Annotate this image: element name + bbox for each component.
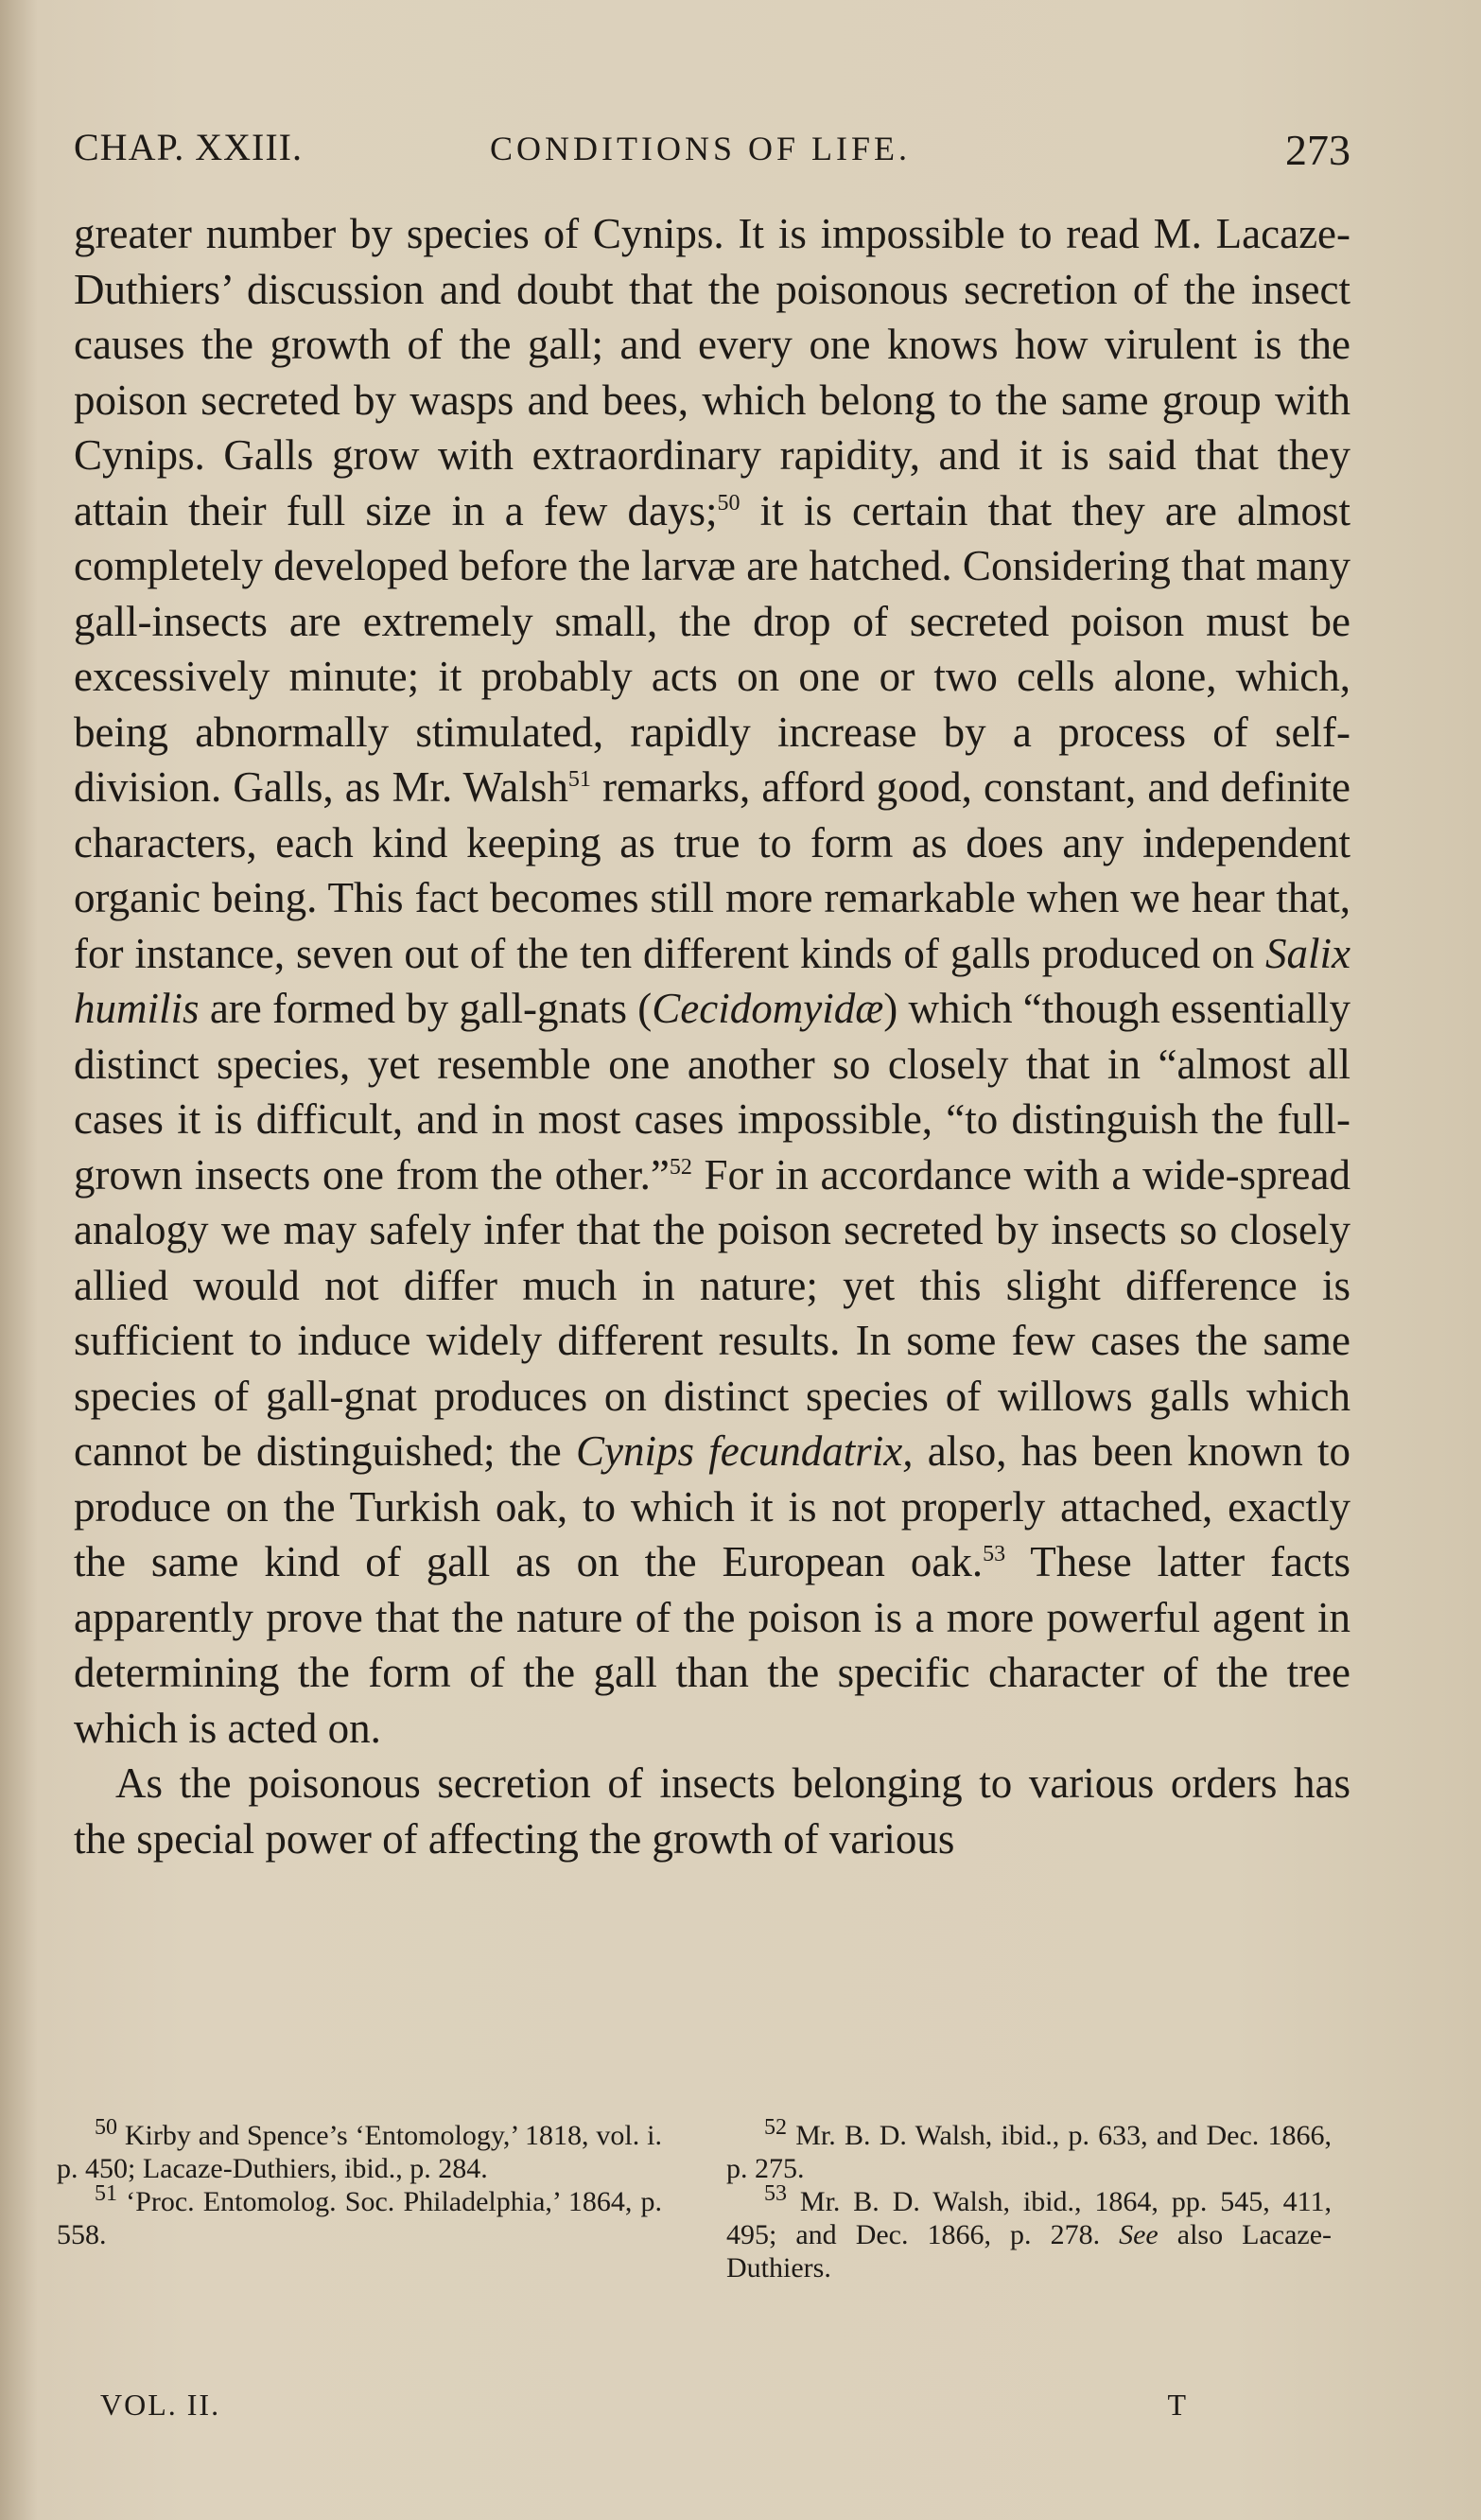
paragraph-2: As the poisonous secretion of insects belonging to various orders has the special power of affecting the growth of various bbox=[74, 1759, 1350, 1863]
italic-cynips-fecundatrix: Cynips fecundatrix, bbox=[576, 1427, 914, 1475]
running-title: CONDITIONS OF LIFE. bbox=[490, 130, 911, 167]
footnote-52 bbox=[726, 2115, 1332, 2185]
footnote-number: 52 bbox=[764, 2115, 787, 2140]
footnote-ref-50: 50 bbox=[717, 490, 740, 516]
text-run: ) which “though essentially distinct species, yet resemble one another so closely that in “almost all cases it is difficult, and in most cases impossible, “to distinguish the full-grown insects one from the other.” bbox=[74, 985, 1350, 1199]
footnote-ref-51: 51 bbox=[567, 767, 591, 792]
footnote-text: also Lacaze-Duthiers. bbox=[726, 2219, 1333, 2284]
footnote-ref-53: 53 bbox=[983, 1542, 1006, 1566]
paragraph-1 bbox=[74, 206, 1350, 1756]
footnote-text: Mr. B. D. Walsh, ibid., 1864, pp. 545, 411, 495; and Dec. 1866, p. 278. bbox=[726, 2186, 1332, 2250]
body-text bbox=[74, 206, 1350, 1866]
footnote-column-left bbox=[57, 2115, 662, 2251]
running-header bbox=[74, 125, 1350, 182]
text-run: also, has been known to produce on the Turkish oak, to which it is not properly attached, exactly the same kind of gall as on the European oak. bbox=[74, 1427, 1350, 1585]
text-run: These latter facts apparently prove that the nature of the poison is a more powerful agent in determining the form of the gall than the specific character of the tree which is acted on. bbox=[74, 1538, 1350, 1752]
text-run: For in accordance with a wide-spread analogy we may safely infer that the poison secreted by insects so closely allied would not differ much in nature; yet this slight difference is sufficient to induce widely different results. In some few cases the same species of gall-gnat produces on distinct species of willows galls which cannot be distinguished; the bbox=[74, 1150, 1350, 1475]
footnote-text: Kirby and Spence’s ‘Entomology,’ 1818, vol. i. p. 450; Lacaze-Duthiers, ibid., p. 284. bbox=[57, 2120, 662, 2184]
footnote-italic-see: See bbox=[1119, 2219, 1159, 2250]
footnote-53 bbox=[726, 2181, 1333, 2284]
footnote-50 bbox=[57, 2115, 662, 2185]
text-run: are formed by gall-gnats ( bbox=[199, 985, 653, 1032]
italic-salix-humilis: Salix humilis bbox=[74, 929, 1350, 1032]
footnote-number: 53 bbox=[764, 2181, 787, 2206]
footnote-ref-52: 52 bbox=[669, 1154, 692, 1180]
page-number: 273 bbox=[1285, 126, 1350, 174]
signature-mark: T bbox=[1167, 2388, 1188, 2422]
italic-cecidomyidae: Cecidomyidæ bbox=[652, 985, 884, 1032]
footnote-51 bbox=[57, 2181, 662, 2251]
footnote-text: ‘Proc. Entomolog. Soc. Philadelphia,’ 1864, p. 558. bbox=[57, 2186, 662, 2250]
page-footer bbox=[100, 2388, 1188, 2425]
chapter-label: CHAP. XXIII. bbox=[74, 126, 303, 168]
footnote-number: 51 bbox=[95, 2181, 117, 2206]
footnote-text: Mr. B. D. Walsh, ibid., p. 633, and Dec. 1866, p. 275. bbox=[726, 2120, 1332, 2184]
footnote-number: 50 bbox=[95, 2115, 117, 2140]
text-run: remarks, afford good, constant, and definite characters, each kind keeping as true to form as does any independent organic being. This fact becomes still more remarkable when we hear that, for instance, seven out of the ten different kinds of galls produced on bbox=[74, 763, 1350, 977]
volume-label: VOL. II. bbox=[100, 2388, 221, 2422]
footnote-column-right bbox=[726, 2115, 1333, 2284]
text-run: it is certain that they are almost completely developed before the larvæ are hatched. Considering that many gall-insects are extremely small, the drop of secreted poison must be excessively minute; it probably acts on one or two cells alone, which, being abnormally stimulated, rapidly increase by a process of self-division. Galls, as Mr. Walsh bbox=[74, 486, 1350, 811]
text-run: greater number by species of Cynips. It is impossible to read M. Lacaze-Duthiers’ discussion and doubt that the poisonous secretion of the insect causes the growth of the gall; and every one knows how virulent is the poison secreted by wasps and bees, which belong to the same group with Cynips. Galls grow with extraordinary rapidity, and it is said that they attain their full size in a few days; bbox=[74, 210, 1350, 534]
